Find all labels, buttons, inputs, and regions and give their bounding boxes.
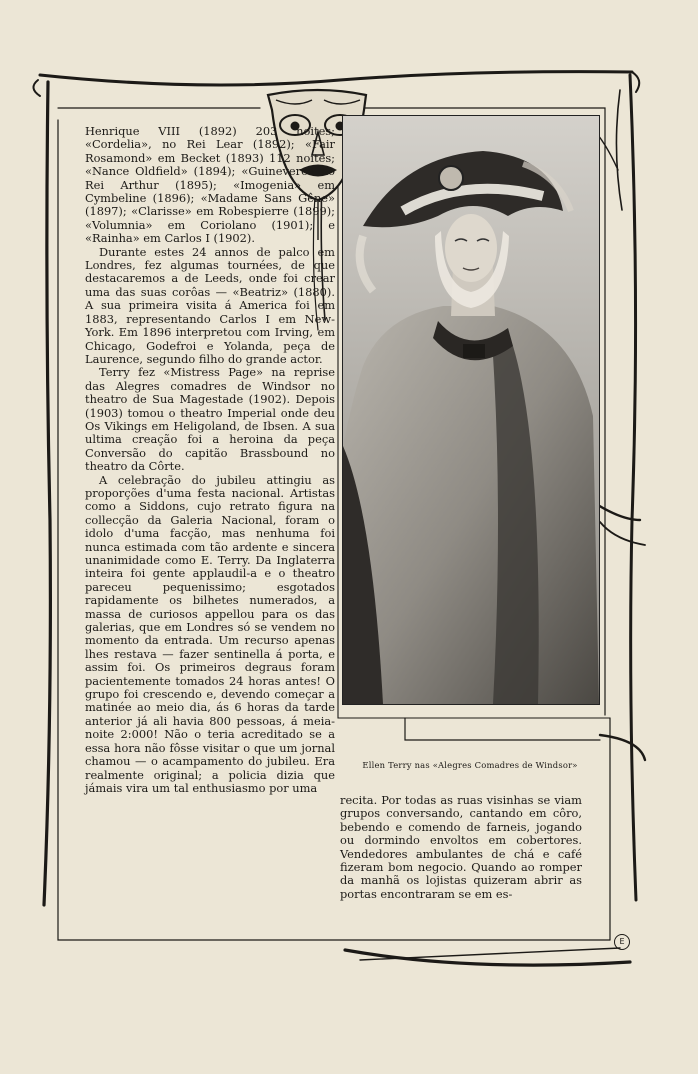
paragraph-continuation: recita. Por todas as ruas visinhas se viam grupos conversando, cantando em côro, bebendo e comendo de farneis, jogando ou dormindo envoltos em cobertores. Vendedores ambulantes de chá e café fizeram bom negocio. Quando ao romper da manhã os lojistas quizeram abrir as portas encontraram se em es- [340,793,582,901]
right-text-column [340,794,582,901]
paragraph-tours: Durante estes 24 annos de palco em Londres, fez algumas tournées, de que destacaremos a de Leeds, onde foi crear uma das suas corôas — «Beatriz» (1880). A sua primeira visita á America foi em 1883, representando Carlos I em New-York. Em 1896 interpretou com Irving, em Chicago, Godefroi e Yolanda, peça de Laurence, segundo filho do grande actor. [85,244,335,366]
left-text-column [85,125,335,795]
publisher-mark: E [614,934,630,950]
portrait-illustration [343,116,599,704]
paragraph-roles: Henrique VIII (1892) 203 noites; «Cordelia», no Rei Lear (1892); «Fair Rosamond» em Becket (1893) 112 noites; «Nance Oldfield» (1894); «Guinevere» no Rei Arthur (1895); «Imogenia» em Cymbeline (1896); «Madame Sans Gêne» (1897); «Clarisse» em Robespierre (1899); «Volumnia» em Coriolano (1901); e «Rainha» em Carlos I (1902). [85,124,335,246]
paragraph-jubilee: A celebração do jubileu attingiu as proporções d'uma festa nacional. Artistas como a Siddons, cujo retrato figura na collecção da Galeria Nacional, foram o idolo d'uma facção, mas nenhuma foi nunca estimada com tão ardente e sincera unanimidade como E. Terry. Da Inglaterra inteira foi gente applaudil-a e o theatro pareceu pequenissimo; esgotados rapidamente os bilhetes numerados, a massa de curiosos appellou para os das galerias, que em Londres só se vendem no momento da entrada. Um recurso apenas lhes restava — fazer sentinella á porta, e assim foi. Os primeiros degraus foram pacientemente tomados 24 horas antes! O grupo foi crescendo e, devendo começar a matinée ao meio dia, ás 6 horas da tarde anterior já ali havia 800 pessoas, á meia-noite 2:000! Não o teria acreditado se a essa hora não fôsse visitar o que um jornal chamou — o acampamento do jubileu. Era realmente original; a policia dizia que jámais vira um tal enthusiasmo por uma [85,472,335,795]
paragraph-mistress-page: Terry fez «Mistress Page» na reprise das Alegres comadres de Windsor no theatro de Sua Magestade (1902). Depois (1903) tomou o theatro Imperial onde deu Os Vikings em Heligoland, de Ibsen. A sua ultima creação foi a heroina da peça Conversão do capitão Brassbound no theatro da Côrte. [85,365,335,474]
ellen-terry-portrait [342,115,600,705]
portrait-caption: Ellen Terry nas «Alegres Comadres de Windsor» [362,760,578,770]
